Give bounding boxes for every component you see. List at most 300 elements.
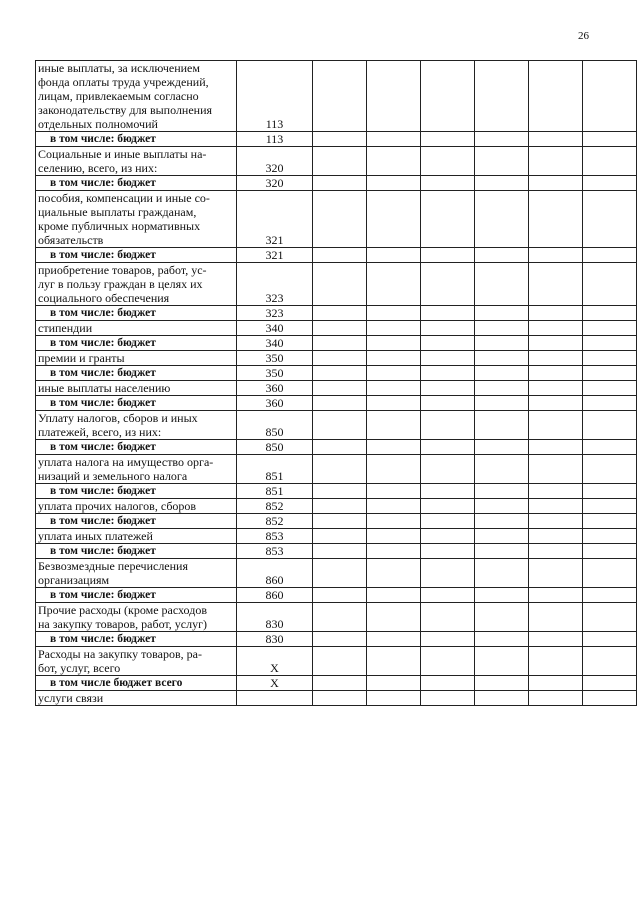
value-cell [529, 147, 583, 176]
value-cell [421, 676, 475, 691]
row-description [36, 366, 237, 381]
value-cell [583, 191, 637, 248]
value-cell [421, 132, 475, 147]
table-row-subtotal [36, 248, 637, 263]
value-cell [313, 647, 367, 676]
value-cell [475, 411, 529, 440]
row-description [36, 61, 237, 132]
value-cell [475, 455, 529, 484]
table-row-subtotal [36, 632, 637, 647]
value-cell [421, 411, 475, 440]
row-description-line: в том числе: бюджет [50, 515, 156, 527]
value-cell [421, 176, 475, 191]
row-code: 323 [237, 306, 313, 321]
table-row [36, 559, 637, 588]
row-code: X [237, 647, 313, 676]
value-cell [367, 263, 421, 306]
row-code: 852 [237, 514, 313, 529]
value-cell [367, 411, 421, 440]
value-cell [583, 381, 637, 396]
value-cell [475, 306, 529, 321]
row-code: 340 [237, 321, 313, 336]
table-row-subtotal [36, 544, 637, 559]
value-cell [313, 132, 367, 147]
value-cell [421, 603, 475, 632]
row-code [237, 691, 313, 706]
value-cell [421, 306, 475, 321]
row-description-line: Безвозмездные перечисления [38, 559, 188, 573]
value-cell [421, 514, 475, 529]
value-cell [475, 691, 529, 706]
value-cell [421, 191, 475, 248]
value-cell [367, 499, 421, 514]
value-cell [367, 603, 421, 632]
row-code: 851 [237, 484, 313, 499]
value-cell [529, 61, 583, 132]
value-cell [367, 559, 421, 588]
row-description-line: луг в пользу граждан в целях их [38, 277, 203, 291]
row-description-line: в том числе: бюджет [50, 249, 156, 261]
value-cell [529, 306, 583, 321]
table-row [36, 263, 637, 306]
value-cell [367, 366, 421, 381]
row-description-line: в том числе: бюджет [50, 133, 156, 145]
row-code: 860 [237, 588, 313, 603]
row-code: 321 [237, 191, 313, 248]
row-description-line: в том числе: бюджет [50, 589, 156, 601]
value-cell [367, 191, 421, 248]
value-cell [475, 499, 529, 514]
value-cell [421, 455, 475, 484]
value-cell [529, 440, 583, 455]
value-cell [421, 691, 475, 706]
row-description-line: организациям [38, 573, 110, 587]
budget-table-body [36, 61, 637, 706]
value-cell [313, 263, 367, 306]
row-description [36, 676, 237, 691]
value-cell [475, 514, 529, 529]
value-cell [529, 351, 583, 366]
row-description [36, 455, 237, 484]
value-cell [583, 336, 637, 351]
value-cell [421, 321, 475, 336]
value-cell [367, 132, 421, 147]
value-cell [421, 351, 475, 366]
value-cell [529, 529, 583, 544]
table-row-subtotal [36, 132, 637, 147]
row-description [36, 499, 237, 514]
row-code: 323 [237, 263, 313, 306]
row-description [36, 381, 237, 396]
value-cell [367, 61, 421, 132]
value-cell [475, 321, 529, 336]
row-description [36, 132, 237, 147]
row-description [36, 306, 237, 321]
row-code: 850 [237, 440, 313, 455]
value-cell [367, 440, 421, 455]
row-description-line: уплата иных платежей [38, 529, 153, 543]
value-cell [583, 529, 637, 544]
row-description [36, 559, 237, 588]
value-cell [475, 366, 529, 381]
value-cell [475, 544, 529, 559]
value-cell [583, 248, 637, 263]
value-cell [475, 559, 529, 588]
value-cell [583, 603, 637, 632]
row-description-line: социального обеспечения [38, 291, 170, 305]
row-description-line: Уплату налогов, сборов и иных [38, 411, 198, 425]
value-cell [313, 321, 367, 336]
table-row-subtotal [36, 306, 637, 321]
value-cell [367, 351, 421, 366]
value-cell [475, 529, 529, 544]
value-cell [367, 147, 421, 176]
value-cell [475, 191, 529, 248]
row-description-line: уплата прочих налогов, сборов [38, 499, 197, 513]
row-description [36, 411, 237, 440]
value-cell [583, 263, 637, 306]
row-description-line: в том числе: бюджет [50, 337, 156, 349]
value-cell [421, 559, 475, 588]
row-code: 830 [237, 632, 313, 647]
row-description [36, 321, 237, 336]
value-cell [313, 351, 367, 366]
value-cell [529, 647, 583, 676]
value-cell [583, 647, 637, 676]
row-description-line: низаций и земельного налога [38, 469, 188, 483]
row-code: 853 [237, 529, 313, 544]
value-cell [313, 191, 367, 248]
value-cell [313, 61, 367, 132]
value-cell [583, 691, 637, 706]
row-code: 320 [237, 176, 313, 191]
row-description [36, 632, 237, 647]
value-cell [475, 396, 529, 411]
value-cell [313, 676, 367, 691]
value-cell [367, 306, 421, 321]
row-description [36, 176, 237, 191]
row-description-line: селению, всего, из них: [38, 161, 158, 175]
value-cell [583, 351, 637, 366]
row-description [36, 263, 237, 306]
value-cell [313, 559, 367, 588]
row-description [36, 440, 237, 455]
value-cell [421, 61, 475, 132]
value-cell [367, 647, 421, 676]
value-cell [529, 336, 583, 351]
value-cell [529, 396, 583, 411]
table-row [36, 529, 637, 544]
value-cell [583, 176, 637, 191]
value-cell [583, 61, 637, 132]
page-number: 26 [578, 30, 589, 42]
value-cell [313, 248, 367, 263]
table-row [36, 61, 637, 132]
row-code: 852 [237, 499, 313, 514]
row-description [36, 647, 237, 676]
row-description-line: в том числе: бюджет [50, 441, 156, 453]
value-cell [475, 603, 529, 632]
value-cell [313, 691, 367, 706]
row-description-line: циальные выплаты гражданам, [38, 205, 197, 219]
row-description-line: в том числе: бюджет [50, 633, 156, 645]
value-cell [367, 248, 421, 263]
table-row-subtotal [36, 588, 637, 603]
table-row [36, 321, 637, 336]
table-row [36, 691, 637, 706]
row-description [36, 588, 237, 603]
table-row-subtotal [36, 440, 637, 455]
value-cell [313, 381, 367, 396]
value-cell [583, 588, 637, 603]
row-description-line: кроме публичных нормативных [38, 219, 201, 233]
value-cell [583, 321, 637, 336]
row-description [36, 351, 237, 366]
value-cell [529, 191, 583, 248]
row-description-line: фонда оплаты труда учреждений, [38, 75, 209, 89]
value-cell [367, 321, 421, 336]
table-row-subtotal [36, 676, 637, 691]
value-cell [529, 411, 583, 440]
value-cell [475, 381, 529, 396]
value-cell [313, 411, 367, 440]
table-row-subtotal [36, 176, 637, 191]
value-cell [367, 336, 421, 351]
value-cell [529, 455, 583, 484]
value-cell [313, 603, 367, 632]
value-cell [367, 632, 421, 647]
table-row [36, 191, 637, 248]
row-description-line: иные выплаты населению [38, 381, 171, 395]
value-cell [421, 544, 475, 559]
value-cell [529, 484, 583, 499]
row-description-line: в том числе: бюджет [50, 545, 156, 557]
value-cell [583, 132, 637, 147]
row-description [36, 514, 237, 529]
value-cell [421, 381, 475, 396]
row-code: 350 [237, 366, 313, 381]
table-row [36, 499, 637, 514]
value-cell [421, 484, 475, 499]
value-cell [313, 588, 367, 603]
value-cell [313, 306, 367, 321]
row-description-line: в том числе: бюджет [50, 307, 156, 319]
value-cell [367, 455, 421, 484]
row-code: X [237, 676, 313, 691]
row-description-line: Расходы на закупку товаров, ра- [38, 647, 202, 661]
value-cell [475, 588, 529, 603]
value-cell [421, 147, 475, 176]
row-code: 830 [237, 603, 313, 632]
value-cell [583, 411, 637, 440]
row-description-line: в том числе: бюджет [50, 367, 156, 379]
row-description-line: услуги связи [38, 691, 104, 705]
value-cell [367, 529, 421, 544]
row-description-line: лицам, привлекаемым согласно [38, 89, 199, 103]
value-cell [583, 484, 637, 499]
row-code: 853 [237, 544, 313, 559]
value-cell [529, 381, 583, 396]
row-description [36, 691, 237, 706]
row-description-line: обязательств [38, 233, 104, 247]
table-row [36, 411, 637, 440]
value-cell [367, 588, 421, 603]
value-cell [313, 455, 367, 484]
row-code: 113 [237, 132, 313, 147]
row-description-line: приобретение товаров, работ, ус- [38, 263, 207, 277]
row-description-line: платежей, всего, из них: [38, 425, 162, 439]
value-cell [313, 632, 367, 647]
value-cell [421, 588, 475, 603]
row-description [36, 147, 237, 176]
value-cell [421, 248, 475, 263]
value-cell [421, 440, 475, 455]
table-row-subtotal [36, 514, 637, 529]
value-cell [313, 176, 367, 191]
table-row-subtotal [36, 396, 637, 411]
row-description [36, 336, 237, 351]
value-cell [313, 440, 367, 455]
row-description-line: уплата налога на имущество орга- [38, 455, 214, 469]
value-cell [313, 366, 367, 381]
table-row [36, 603, 637, 632]
value-cell [583, 366, 637, 381]
value-cell [313, 396, 367, 411]
row-description [36, 191, 237, 248]
value-cell [313, 514, 367, 529]
row-description-line: бот, услуг, всего [38, 661, 121, 675]
value-cell [583, 396, 637, 411]
row-description [36, 529, 237, 544]
value-cell [313, 336, 367, 351]
value-cell [583, 514, 637, 529]
value-cell [583, 544, 637, 559]
value-cell [529, 514, 583, 529]
value-cell [367, 676, 421, 691]
row-code: 350 [237, 351, 313, 366]
value-cell [583, 147, 637, 176]
row-description-line: на закупку товаров, работ, услуг) [38, 617, 207, 631]
row-description-line: стипендии [38, 321, 93, 335]
value-cell [529, 263, 583, 306]
value-cell [529, 176, 583, 191]
value-cell [529, 676, 583, 691]
value-cell [583, 455, 637, 484]
value-cell [421, 263, 475, 306]
value-cell [313, 499, 367, 514]
row-description [36, 484, 237, 499]
value-cell [421, 632, 475, 647]
value-cell [529, 632, 583, 647]
budget-table [35, 60, 637, 706]
table-row-subtotal [36, 366, 637, 381]
value-cell [475, 351, 529, 366]
row-description-line: в том числе: бюджет [50, 485, 156, 497]
value-cell [421, 336, 475, 351]
row-description-line: в том числе: бюджет [50, 397, 156, 409]
value-cell [421, 529, 475, 544]
row-description-line: Социальные и иные выплаты на- [38, 147, 207, 161]
row-description-line: в том числе бюджет всего [50, 677, 183, 689]
table-row [36, 647, 637, 676]
value-cell [583, 440, 637, 455]
table-row [36, 351, 637, 366]
value-cell [529, 559, 583, 588]
value-cell [583, 306, 637, 321]
value-cell [475, 61, 529, 132]
value-cell [313, 147, 367, 176]
value-cell [529, 691, 583, 706]
value-cell [529, 588, 583, 603]
row-description [36, 396, 237, 411]
value-cell [583, 559, 637, 588]
value-cell [475, 676, 529, 691]
value-cell [367, 484, 421, 499]
value-cell [313, 544, 367, 559]
value-cell [475, 263, 529, 306]
row-code: 321 [237, 248, 313, 263]
row-code: 360 [237, 396, 313, 411]
table-row [36, 147, 637, 176]
value-cell [367, 544, 421, 559]
row-code: 113 [237, 61, 313, 132]
table-row [36, 455, 637, 484]
row-description [36, 248, 237, 263]
row-code: 851 [237, 455, 313, 484]
value-cell [313, 484, 367, 499]
row-code: 860 [237, 559, 313, 588]
value-cell [313, 529, 367, 544]
row-description-line: пособия, компенсации и иные со- [38, 191, 210, 205]
value-cell [475, 132, 529, 147]
row-code: 360 [237, 381, 313, 396]
value-cell [529, 499, 583, 514]
value-cell [475, 176, 529, 191]
row-description-line: премии и гранты [38, 351, 125, 365]
value-cell [583, 676, 637, 691]
table-row-subtotal [36, 484, 637, 499]
value-cell [529, 321, 583, 336]
value-cell [367, 381, 421, 396]
value-cell [475, 647, 529, 676]
row-description [36, 603, 237, 632]
value-cell [475, 440, 529, 455]
value-cell [475, 484, 529, 499]
value-cell [421, 396, 475, 411]
value-cell [421, 499, 475, 514]
table-row [36, 381, 637, 396]
value-cell [367, 176, 421, 191]
row-description-line: отдельных полномочий [38, 117, 158, 131]
row-description-line: в том числе: бюджет [50, 177, 156, 189]
value-cell [583, 499, 637, 514]
value-cell [367, 514, 421, 529]
value-cell [529, 132, 583, 147]
value-cell [475, 248, 529, 263]
row-code: 340 [237, 336, 313, 351]
value-cell [475, 632, 529, 647]
value-cell [367, 691, 421, 706]
row-code: 320 [237, 147, 313, 176]
row-description [36, 544, 237, 559]
value-cell [367, 396, 421, 411]
value-cell [475, 147, 529, 176]
table-row-subtotal [36, 336, 637, 351]
row-description-line: иные выплаты, за исключением [38, 61, 200, 75]
value-cell [529, 603, 583, 632]
value-cell [529, 544, 583, 559]
value-cell [529, 366, 583, 381]
